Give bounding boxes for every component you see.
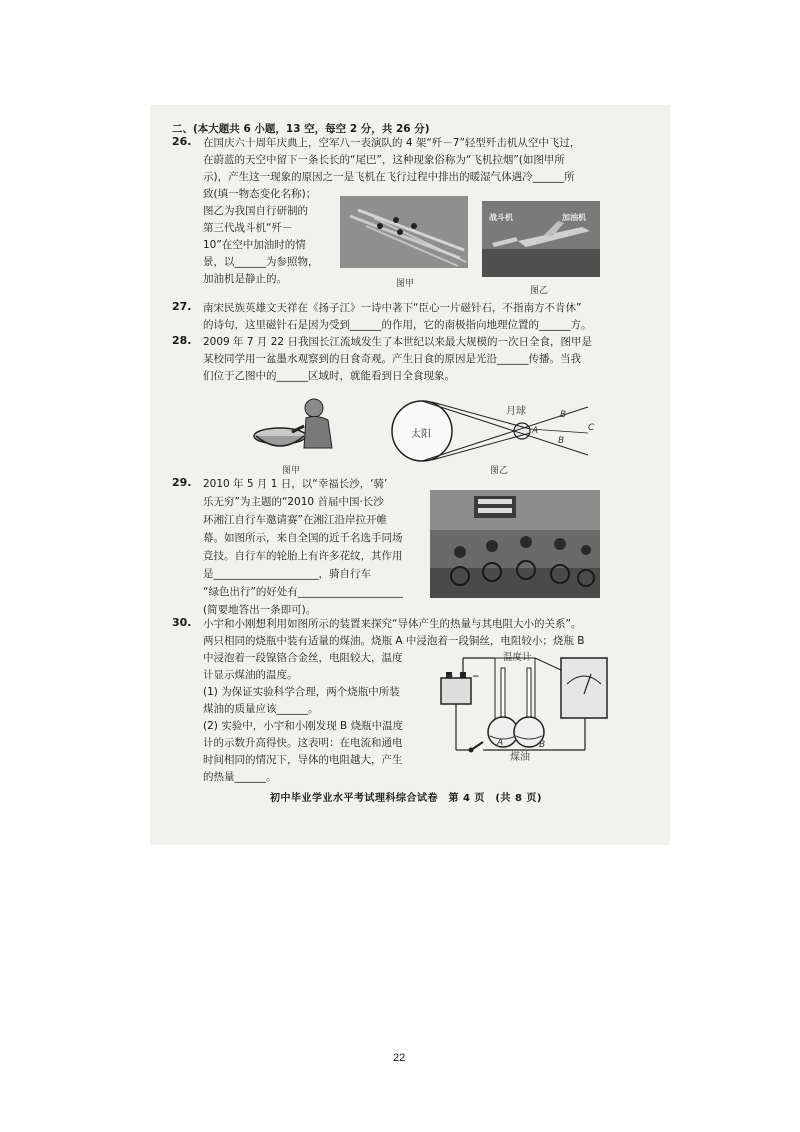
q28-line2: 某校同学用一盆墨水观察到的日食奇观。产生日食的原因是光沿______传播。当我 bbox=[203, 353, 581, 365]
q28-figure-a-caption: 图甲 bbox=[282, 466, 301, 476]
q30-line5: (1) 为保证实验科学合理，两个烧瓶中所装 bbox=[203, 686, 400, 698]
q29-line6: 是____________________，骑自行车 bbox=[203, 568, 371, 580]
eclipse-sun-label: 太阳 bbox=[411, 429, 431, 440]
q30-number: 30. bbox=[172, 616, 192, 629]
q27-number: 27. bbox=[172, 300, 192, 313]
q29-line7: “绿色出行”的好处有____________________ bbox=[203, 586, 403, 598]
q30-line3: 中浸泡着一段镍铬合金丝，电阻较大，温度 bbox=[203, 652, 403, 664]
q29-line8: (简要地答出一条即可)。 bbox=[203, 604, 317, 616]
q30-line7: (2) 实验中，小宇和小刚发现 B 烧瓶中温度 bbox=[203, 720, 404, 732]
q28-line1: 2009 年 7 月 22 日我国长江流域发生了本世纪以来最大规模的一次日全食，图甲是 bbox=[203, 336, 592, 348]
q29-line4: 幕。如图所示，来自全国的近千名选手同场 bbox=[203, 532, 403, 544]
q30-line4: 计显示煤油的温度。 bbox=[203, 669, 298, 681]
eclipse-moon-label: 月球 bbox=[506, 406, 526, 417]
q30-line8: 计的示数升高得快。这表明：在电流和通电 bbox=[203, 737, 403, 749]
q30-line9: 时间相同的情况下，导体的电阻越大，产生 bbox=[203, 754, 403, 766]
q30-line2: 两只相同的烧瓶中装有适量的煤油。烧瓶 A 中浸泡着一段铜丝，电阻较小；烧瓶 B bbox=[203, 635, 585, 647]
q28-line3: 们位于乙图中的______区域时，就能看到日全食现象。 bbox=[203, 370, 455, 382]
q26-line7: 10”在空中加油时的情 bbox=[203, 239, 306, 251]
q30-flask-b-label: B bbox=[539, 740, 546, 750]
q26-figure-b-caption: 图乙 bbox=[530, 286, 549, 296]
q26-tanker-label: 加油机 bbox=[562, 213, 586, 222]
q29-line2: 乐无穷”为主题的“2010 首届中国·长沙 bbox=[203, 496, 384, 508]
q26-number: 26. bbox=[172, 135, 192, 148]
q26-line3: 示)，产生这一现象的原因之一是飞机在飞行过程中排出的暖湿气体遇冷______所 bbox=[203, 171, 575, 183]
cyclists-graphic bbox=[430, 490, 600, 598]
q27-line2: 的诗句，这里磁针石是因为受到______的作用，它的南极指向地理位置的______方。 bbox=[203, 319, 592, 331]
child-basin-graphic bbox=[252, 392, 342, 458]
q30-thermometer-label: 温度计 bbox=[503, 652, 532, 663]
jet-trails-graphic bbox=[340, 196, 468, 268]
q26-figure-a-photo bbox=[340, 196, 468, 268]
eclipse-label-b-top: B bbox=[560, 410, 567, 420]
q30-kerosene-label: 煤油 bbox=[510, 752, 530, 763]
q30-battery-plus: + bbox=[446, 672, 454, 682]
q29-number: 29. bbox=[172, 476, 192, 489]
q26-fighter-label: 战斗机 bbox=[489, 213, 513, 222]
q28-figure-a-illustration bbox=[252, 392, 342, 458]
eclipse-label-c: C bbox=[588, 423, 595, 433]
q26-line4: 致(填一物态变化名称)； bbox=[203, 188, 317, 200]
q28-number: 28. bbox=[172, 334, 192, 347]
q27-line1: 南宋民族英雄文天祥在《扬子江》一诗中著下“臣心一片磁针石，不指南方不肯休” bbox=[203, 302, 582, 314]
q30-line10: 的热量______。 bbox=[203, 771, 277, 783]
q30-battery-minus: − bbox=[472, 672, 480, 682]
q29-line5: 竞技。自行车的轮胎上有许多花纹，其作用 bbox=[203, 550, 403, 562]
q26-line9: 加油机是静止的。 bbox=[203, 273, 287, 285]
q30-flask-a-label: A bbox=[497, 738, 504, 748]
exam-page-footer: 初中毕业学业水平考试理科综合试卷 第 4 页 (共 8 页) bbox=[270, 793, 542, 804]
q26-line1: 在国庆六十周年庆典上，空军八一表演队的 4 架“歼－7”轻型歼击机从空中飞过， bbox=[203, 137, 581, 149]
q28-figure-b-caption: 图乙 bbox=[490, 466, 509, 476]
q26-line6: 第三代战斗机“歼－ bbox=[203, 222, 293, 234]
page-number: 22 bbox=[393, 1052, 406, 1064]
q29-line1: 2010 年 5 月 1 日，以“幸福长沙，‘骑’ bbox=[203, 478, 388, 490]
q26-line8: 景，以______为参照物， bbox=[203, 256, 319, 268]
q26-line2: 在蔚蓝的天空中留下一条长长的“尾巴”，这种现象俗称为“飞机拉烟”(如图甲所 bbox=[203, 154, 565, 166]
q29-line3: 环湘江自行车邀请赛”在湘江沿岸拉开帷 bbox=[203, 514, 387, 526]
q26-line5: 图乙为我国自行研制的 bbox=[203, 205, 308, 217]
section-header: 二、(本大题共 6 小题，13 空，每空 2 分，共 26 分) bbox=[172, 123, 430, 135]
q30-line6: 煤油的质量应该______。 bbox=[203, 703, 319, 715]
eclipse-label-a: A bbox=[532, 426, 539, 436]
eclipse-label-b-bottom: B bbox=[558, 436, 565, 446]
q26-figure-a-caption: 图甲 bbox=[396, 279, 415, 289]
q30-line1: 小宇和小刚想利用如图所示的装置来探究“导体产生的热量与其电阻大小的关系”。 bbox=[203, 618, 582, 630]
q29-cyclists-photo bbox=[430, 490, 600, 598]
